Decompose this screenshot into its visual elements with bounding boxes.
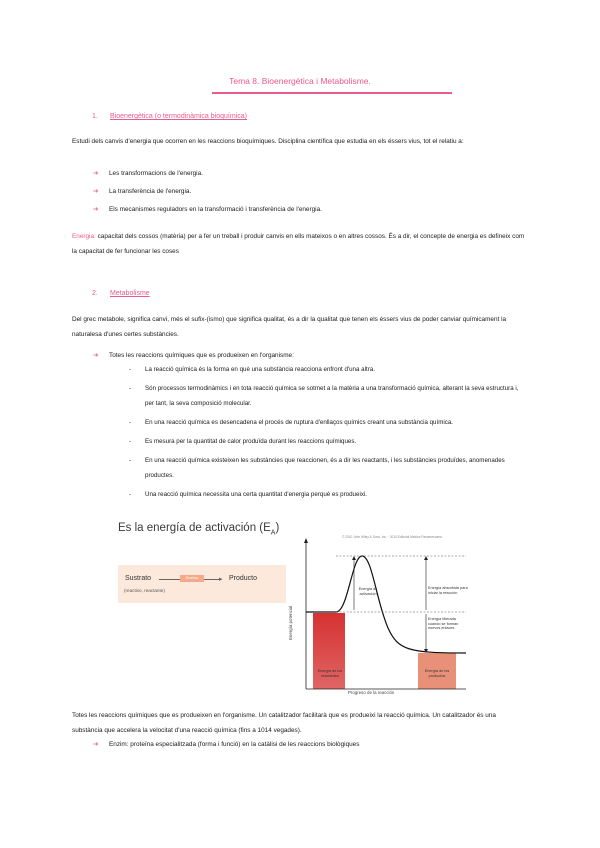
arrow-icon: ➔ [93,352,99,359]
substrate-label: Sustrato [125,575,152,582]
section1-number: 1. [92,113,98,120]
arrow-icon: ➔ [93,188,99,195]
list-item: - Es mesura per la quantitat de calor produïda durant les reaccions químiques. [129,438,357,445]
list-item: - La reacció química és la forma en què una substància reacciona enfront d'una altra. [129,366,375,373]
substrate-sublabel: (reactivo, reactante) [124,588,165,593]
energy-def-text: capacitat dels cossos (matèria) per a fer un treball i produir canvis en ells mateixos o en altres cossos. És a dir, el concepte de energia es defineix com la capacitat de fer funcionar les coses [72,233,525,255]
section1-heading [92,113,247,120]
section1-title: Bioenergètica (o termodinàmica bioquímica) [110,113,247,120]
arrow-icon: ➔ [93,206,99,213]
y-axis-arrow-icon [304,538,308,543]
reactants-energy-label: Energía de los reactantes [317,669,343,678]
list-item: - Són processos termodinàmics i en tota reacció química se sotmet a la matèria a una transformació química, alterant la seva estructura i, per tant, la seva composició molecular. [129,385,519,407]
product-label: Producto [229,575,258,582]
x-axis-label: Progreso de la reacción [348,690,395,695]
enzyme-badge: Enzima [180,575,204,582]
y-axis-label: Energía potencial [288,605,293,640]
energy-term: Energia: [72,233,96,240]
list-item: - Una reacció química necessita una certa quantitat d'energia perquè es produeixi. [129,491,368,498]
list-item: - En una reacció química es desencadena el procés de ruptura d'enllaços químics creant una substància química. [129,419,453,426]
section2-intro: Del grec metabole, significa canvi, més el sufix-(ismo) que significa qualitat, és a dir la qualitat que tenen els éssers vius de poder canviar químicament la naturalesa d'unes certes substàncies. [72,316,507,338]
section1-intro: Estudi dels canvis d'energia que ocorren en les reaccions bioquímiques. Disciplina científica que estudia en els éssers vius, tot el relatiu a: [72,138,464,145]
section2-bullet: ➔ Totes les reaccions químiques que es produeixen en l'organisme: [93,348,523,363]
energy-absorbed-label: Energía absorbida para iniciar la reacción [428,586,468,595]
reaction-panel [118,565,286,603]
section2-number: 2. [92,290,98,297]
page-title: Tema 8. Bioenergètica i Metabolisme. [229,76,371,86]
figure-copyright: © 2010 John Wiley & Sons, Inc. · 2010 Editorial Medica Panamericana [342,535,442,539]
energy-definition [72,229,527,259]
activation-label: Energía de activación [358,587,378,596]
section2-title: Metabolisme [110,290,150,297]
reaction-arrow-head-icon: ▸ [219,576,223,583]
list-item: ➔ Els mecanismes reguladors en la transformació i transferència de l'energia. [93,202,523,220]
list-item: ➔ Les transformacions de l'energia. [93,166,523,184]
list-item: ➔ La transferència de l'energia. [93,184,523,202]
arrow-icon: ➔ [93,170,99,177]
section1-bullets [93,166,523,220]
catalyst-paragraph: Totes les reaccions químiques que es produeixen en l'organisme. Un catalitzador facilitarà que es produeixi la reacció química. Un catalitzador és una substància que accelera la velocitat d'una reacció química (fins a 1014 vegades). [72,712,496,734]
section2-heading [92,290,150,297]
arrow-icon: ➔ [93,741,99,748]
figure-heading: Es la energía de activación $(E_A)$ [118,522,280,537]
list-item: - En una reacció química existeixen les substàncies que reaccionen, és a dir les reactants, i les substàncies produïdes, anomenades productes. [129,457,505,479]
products-energy-label: Energía de los productos [424,669,450,678]
title-underline [212,92,452,94]
section2-subitems [129,362,525,506]
enzyme-bullet: ➔ Enzim: proteïna especialitzada (forma i funció) en la catàlisi de les reaccions biològiques [93,737,523,752]
energy-released-label: Energía liberada cuando se forman nuevos enlaces [428,617,459,631]
